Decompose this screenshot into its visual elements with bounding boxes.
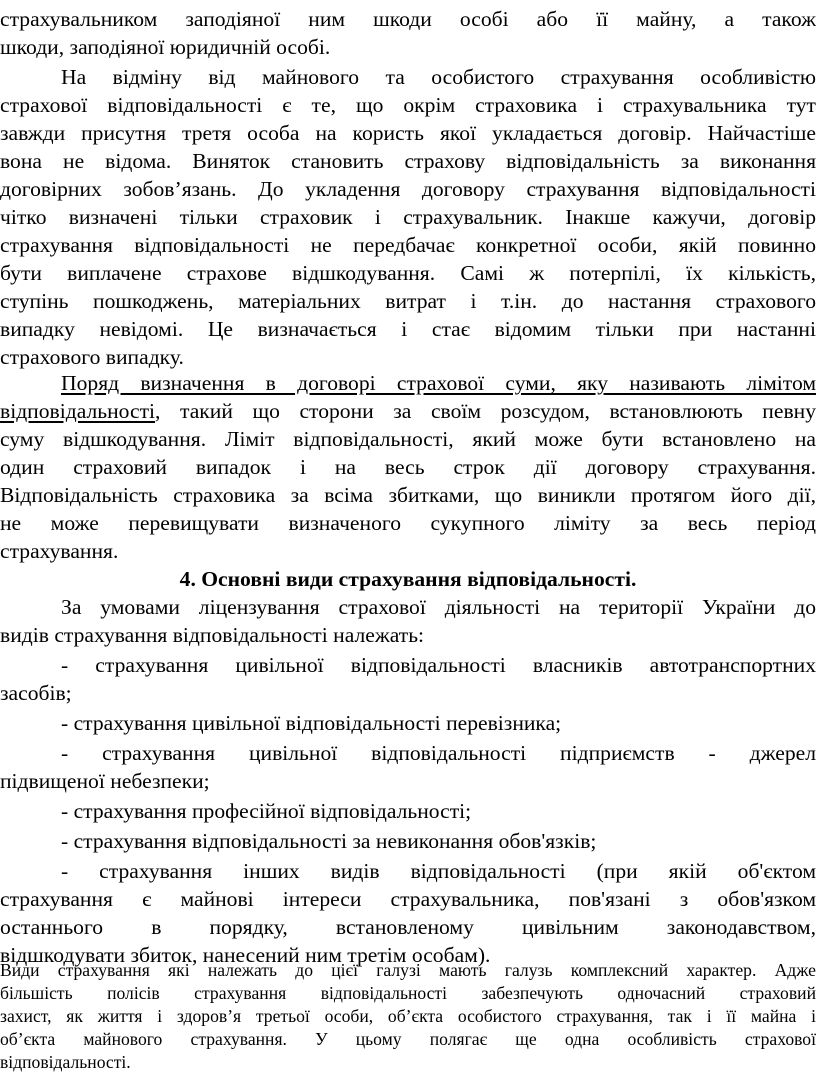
- text-line: не може перевищувати визначеного сукупного ліміту за весь період: [0, 511, 816, 535]
- list-item-continuation: відшкодувати збиток, нанесений ним третім особам).: [0, 943, 491, 967]
- note-line: захист, як життя і здоров’я третьої особи, об’єкта особистого страхування, так і її майна і: [0, 1006, 816, 1026]
- text-line: один страховий випадок і на весь строк дії договору страхування.: [0, 455, 816, 479]
- text-line: шкоди, заподіяної юридичній особі.: [0, 35, 331, 59]
- list-item: - страхування відповідальності за невиконання обов'язків;: [61, 829, 597, 853]
- list-item-continuation: підвищеної небезпеки;: [0, 769, 210, 793]
- text-line: За умовами ліцензування страхової діяльності на території України до: [61, 595, 816, 619]
- list-item: - страхування цивільної відповідальності власників автотранспортних: [61, 653, 816, 677]
- text-line-underlined: Поряд визначення в договорі страхової суми, яку називають лімітом: [61, 371, 816, 395]
- note-line: об’єкта майнового страхування. У цьому полягає ще одна особливість страхової: [0, 1029, 816, 1049]
- text-line: договірних зобов’язань. До укладення договору страхування відповідальності: [0, 177, 816, 201]
- list-item-continuation: страхування є майнові інтереси страхувальника, пов'язані з обов'язком: [0, 887, 816, 911]
- text-line: страхової відповідальності є те, що окрім страховика і страхувальника тут: [0, 93, 816, 117]
- list-item: - страхування інших видів відповідальності (при якій об'єктом: [61, 859, 816, 883]
- note-line: Види страхування які належать до цієї галузі мають галузь комплексний характер. Адже: [0, 960, 816, 980]
- text-line: Відповідальність страховика за всіма збитками, що виникли протягом його дії,: [0, 483, 816, 507]
- list-item: - страхування цивільної відповідальності перевізника;: [61, 711, 562, 735]
- text-segment: , такий що сторони за своїм розсудом, встановлюють певну: [155, 399, 816, 423]
- text-line: страхування.: [0, 539, 119, 563]
- text-line: страхового випадку.: [0, 345, 184, 369]
- text-line: бути виплачене страхове відшкодування. Самі ж потерпілі, їх кількість,: [0, 261, 816, 285]
- underlined-term: відповідальності: [0, 399, 156, 423]
- text-line: ступінь пошкоджень, матеріальних витрат і т.ін. до настання страхового: [0, 289, 816, 313]
- list-item: - страхування професійної відповідальності;: [61, 799, 472, 823]
- text-line: видів страхування відповідальності належать:: [0, 623, 425, 647]
- text-line: [0, 396, 816, 426]
- note-line: більшість полісів страхування відповідальності забезпечують одночасний страховий: [0, 983, 816, 1003]
- text-line: випадку невідомі. Це визначається і стає відомим тільки при настанні: [0, 317, 816, 341]
- text-line: На відміну від майнового та особистого страхування особливістю: [61, 65, 816, 89]
- list-item: - страхування цивільної відповідальності підприємств - джерел: [61, 741, 816, 765]
- note-line: відповідальності.: [0, 1052, 131, 1072]
- text-line: суму відшкодування. Ліміт відповідальності, який може бути встановлено на: [0, 427, 816, 451]
- section-heading: 4. Основні види страхування відповідальності.: [179, 567, 637, 591]
- text-line: страхування відповідальності не передбачає конкретної особи, якій повинно: [0, 233, 816, 257]
- list-item-continuation: останнього в порядку, встановленому цивільним законодавством,: [0, 915, 816, 939]
- text-line: завжди присутня третя особа на користь якої укладається договір. Найчастіше: [0, 121, 816, 145]
- list-item-continuation: засобів;: [0, 681, 72, 705]
- text-line: вона не відома. Виняток становить страхову відповідальність за виконання: [0, 149, 816, 173]
- text-line: чітко визначені тільки страховик і страхувальник. Інакше кажучи, договір: [0, 205, 816, 229]
- text-line: страхувальником заподіяної ним шкоди особі або її майну, а також: [0, 7, 816, 31]
